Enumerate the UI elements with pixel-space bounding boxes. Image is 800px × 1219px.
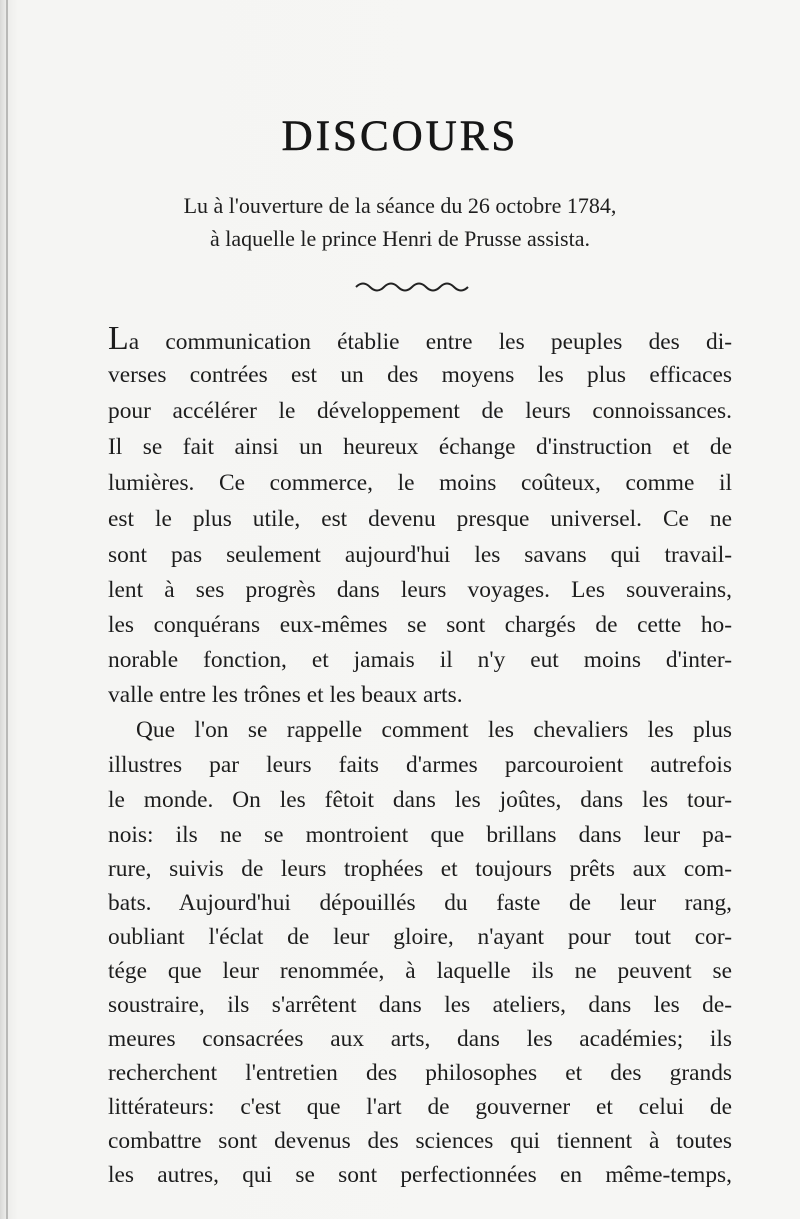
paragraph-2-line: le monde. On les fêtoit dans les joûtes, dans les tour- [108, 787, 732, 813]
paragraph-1-line-1 [108, 322, 732, 356]
paragraph-1-line: valle entre les trônes et les beaux arts. [108, 682, 463, 708]
paragraph-2-line: tége que leur renommée, à laquelle ils ne peuvent se [108, 958, 732, 984]
paragraph-1-line-1-text: a communication établie entre les peuples des di- [128, 329, 732, 355]
paragraph-2-line: oubliant l'éclat de leur gloire, n'ayant pour tout cor- [108, 924, 732, 950]
paragraph-2-line: meures consacrées aux arts, dans les académies; ils [108, 1026, 732, 1052]
paragraph-2-line: Que l'on se rappelle comment les chevaliers les plus [136, 717, 732, 743]
paragraph-1-line: lumières. Ce commerce, le moins coûteux, comme il [108, 470, 732, 496]
paragraph-2-line: recherchent l'entretien des philosophes et des grands [108, 1060, 732, 1086]
paragraph-2-line: soustraire, ils s'arrêtent dans les ateliers, dans les de- [108, 992, 732, 1018]
paragraph-2-line: rure, suivis de leurs trophées et toujours prêts aux com- [108, 856, 732, 882]
paragraph-2-line: bats. Aujourd'hui dépouillés du faste de leur rang, [108, 890, 732, 916]
paragraph-1-line: sont pas seulement aujourd'hui les savans qui travail- [108, 542, 732, 568]
paragraph-1-line: norable fonction, et jamais il n'y eut moins d'inter- [108, 647, 732, 673]
drop-cap: L [108, 320, 129, 357]
paragraph-1-line: lent à ses progrès dans leurs voyages. Les souverains, [108, 577, 732, 603]
paragraph-2-line: combattre sont devenus des sciences qui tiennent à toutes [108, 1128, 732, 1154]
paragraph-1-line: les conquérans eux-mêmes se sont chargés de cette ho- [108, 612, 732, 638]
paragraph-2-line: illustres par leurs faits d'armes parcouroient autrefois [108, 752, 732, 778]
ornament-divider [354, 280, 474, 294]
paragraph-1-line: Il se fait ainsi un heureux échange d'instruction et de [108, 434, 732, 460]
paragraph-2-line: nois: ils ne se montroient que brillans dans leur pa- [108, 822, 732, 848]
paragraph-1-line: est le plus utile, est devenu presque universel. Ce ne [108, 506, 732, 532]
page-title: DISCOURS [281, 113, 519, 160]
subtitle-line-2: à laquelle le prince Henri de Prusse assista. [210, 226, 590, 251]
subtitle-line-1: Lu à l'ouverture de la séance du 26 octobre 1784, [183, 193, 617, 218]
paragraph-1-line: verses contrées est un des moyens les plus efficaces [108, 362, 732, 388]
paragraph-1-line: pour accélérer le développement de leurs connoissances. [108, 398, 732, 424]
paragraph-2-line: les autres, qui se sont perfectionnées en même-temps, [108, 1162, 732, 1188]
paragraph-2-line: littérateurs: c'est que l'art de gouverner et celui de [108, 1094, 732, 1120]
page-gutter [6, 0, 8, 1219]
